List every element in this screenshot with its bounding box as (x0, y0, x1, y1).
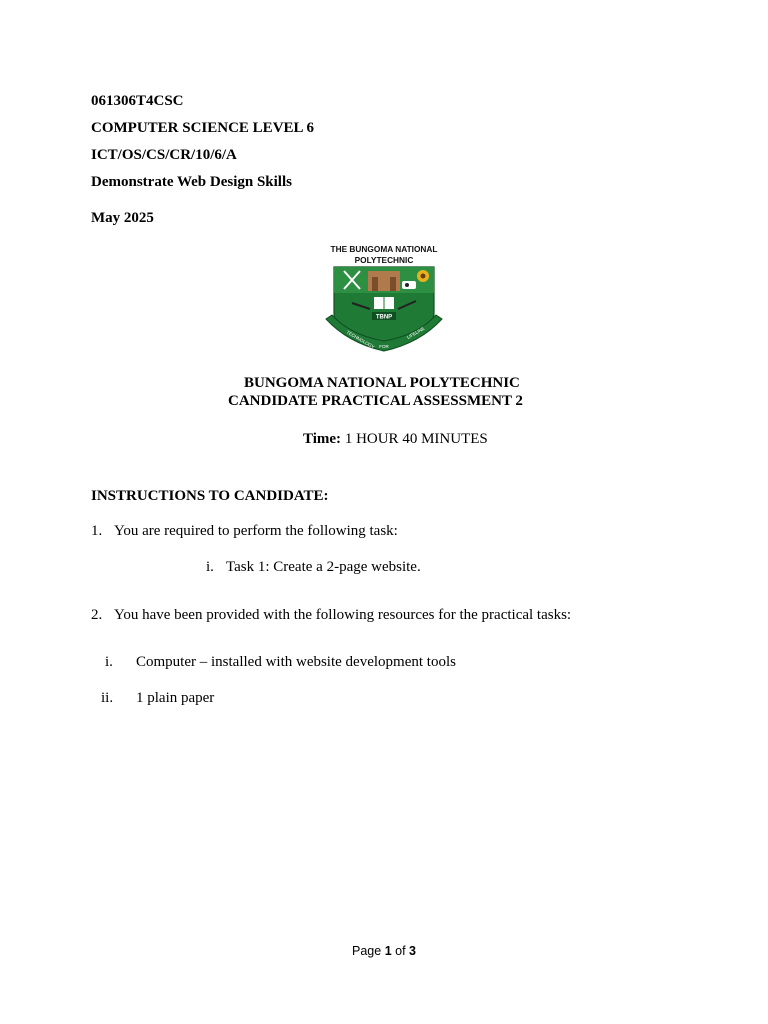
instruction-1-sub-1-marker: i. (206, 559, 214, 575)
footer-of-word: of (395, 944, 406, 958)
page-number-footer (0, 944, 768, 958)
motto-left: TECHNOLOGY (345, 329, 376, 350)
exam-date: May 2025 (91, 210, 154, 226)
footer-total-pages: 3 (409, 944, 416, 958)
logo-text-line2: POLYTECHNIC (354, 255, 414, 265)
logo-text-line1: THE BUNGOMA NATIONAL (330, 244, 438, 254)
instruction-item-2-text: You have been provided with the following resources for the practical tasks: (114, 607, 572, 623)
course-name: COMPUTER SCIENCE LEVEL 6 (91, 120, 314, 136)
badge-text: TBNP (375, 314, 393, 321)
footer-page-word: Page (352, 944, 382, 958)
unit-title: Demonstrate Web Design Skills (91, 174, 292, 190)
institution-title: BUNGOMA NATIONAL POLYTECHNIC (244, 375, 520, 391)
instruction-item-1-text: You are required to perform the following task: (114, 523, 398, 539)
unit-reference: ICT/OS/CS/CR/10/6/A (91, 147, 237, 163)
instruction-2-sub-1-text: Computer – installed with website development tools (136, 654, 456, 670)
institution-logo (318, 239, 450, 357)
instruction-2-sub-2-marker: ii. (101, 690, 114, 706)
motto-right: LIFELINE (406, 325, 426, 340)
instruction-2-sub-1-marker: i. (105, 654, 113, 670)
time-label: Time: (303, 431, 342, 447)
instruction-item-2-number: 2. (91, 607, 103, 623)
footer-current-page: 1 (384, 944, 392, 958)
instruction-2-sub-2-text: 1 plain paper (136, 690, 215, 706)
instruction-item-1-number: 1. (91, 523, 103, 539)
exam-code: 061306T4CSC (91, 93, 184, 109)
instructions-heading: INSTRUCTIONS TO CANDIDATE: (91, 488, 329, 504)
instruction-1-sub-1-text: Task 1: Create a 2-page website. (226, 559, 421, 575)
motto-center: FOR (379, 344, 389, 349)
assessment-title: CANDIDATE PRACTICAL ASSESSMENT 2 (228, 393, 523, 409)
time-value: 1 HOUR 40 MINUTES (344, 431, 488, 447)
time-line (303, 430, 488, 448)
